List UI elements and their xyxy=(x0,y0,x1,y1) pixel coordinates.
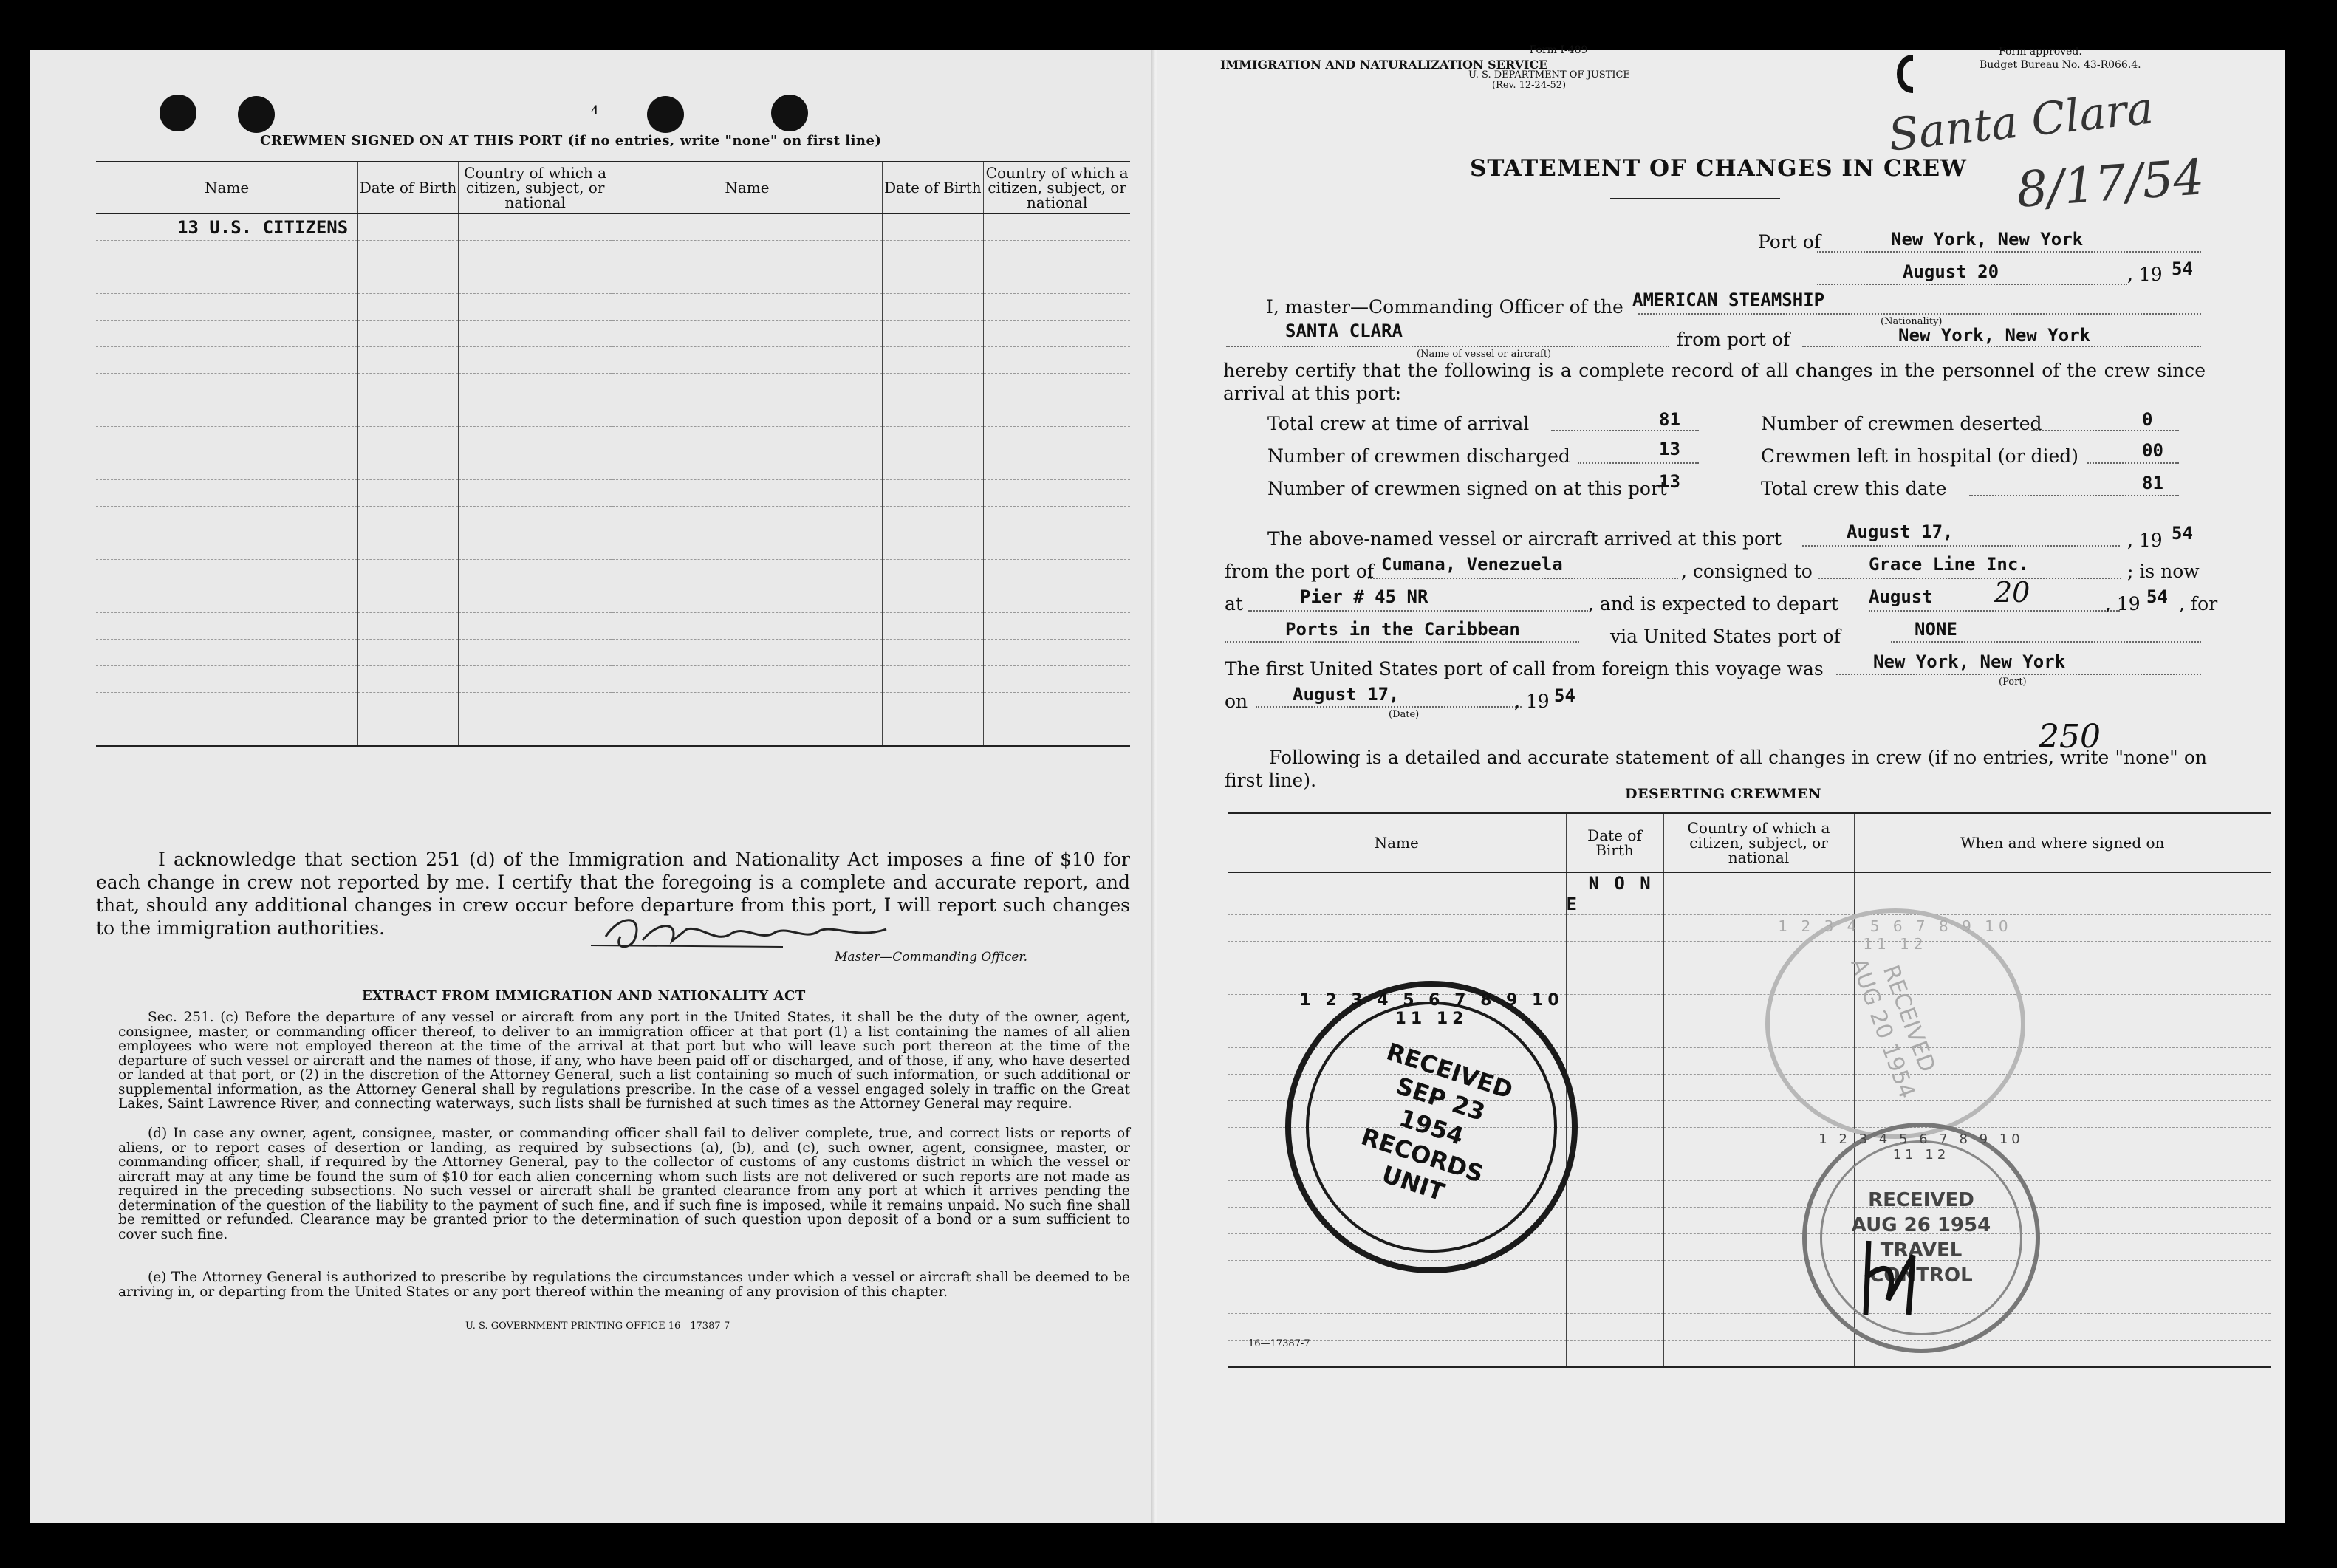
stat-label-total-arrival: Total crew at time of arrival xyxy=(1267,413,1530,434)
first-port-year-prefix: , 19 xyxy=(1514,691,1550,712)
stamp-text: RECEIVED AUG 26 1954 TRAVEL CONTROL xyxy=(1851,1189,1991,1287)
arrival-from-line xyxy=(1368,578,1678,579)
stat-value-signed-on: 13 xyxy=(1659,471,1680,492)
first-port: New York, New York xyxy=(1873,651,2066,672)
nationality-value: AMERICAN STEAMSHIP xyxy=(1632,290,1825,310)
arrived-year: 54 xyxy=(2172,523,2193,544)
consigned-label: , consigned to xyxy=(1681,561,1813,582)
col-country: Country of which a citizen, subject, or national xyxy=(1663,813,1854,872)
stamp-ring-numbers: 1 2 3 4 5 6 7 8 9 10 11 12 xyxy=(1818,1132,2024,1163)
stat-label-signed-on: Number of crewmen signed on at this port xyxy=(1267,478,1667,499)
depart-label: , and is expected to depart xyxy=(1588,593,1838,614)
port-of-value: New York, New York xyxy=(1891,229,2084,250)
stamp-ring-numbers: 1 2 3 4 5 6 7 8 9 10 11 12 xyxy=(1299,991,1564,1028)
stamp-text: RECEIVED SEP 23 1954 RECORDS UNIT xyxy=(1358,1037,1516,1207)
stamp-ring-numbers: 1 2 3 4 5 6 7 8 9 10 11 12 xyxy=(1778,917,2013,953)
received-stamp-records xyxy=(1285,981,1578,1273)
from-port-of-label: from the port of xyxy=(1225,561,1375,582)
first-port-date: August 17, xyxy=(1293,684,1400,705)
punch-hole xyxy=(160,95,196,131)
col-country: Country of which a citizen, subject, or national xyxy=(984,162,1130,213)
depart-date: August xyxy=(1869,586,1933,607)
nationality-caption: (Nationality) xyxy=(1881,316,1943,327)
form-approved: Form approved. xyxy=(1999,46,2082,58)
signed-on-table xyxy=(96,161,1130,747)
from-port-label: from port of xyxy=(1677,329,1790,350)
for-label: , for xyxy=(2179,593,2218,614)
consignee: Grace Line Inc. xyxy=(1869,554,2029,575)
master-signature xyxy=(591,907,901,956)
col-date-of-birth: Date of Birth xyxy=(882,162,984,213)
stat-leader xyxy=(2087,462,2179,464)
port-of-line xyxy=(1817,251,2201,253)
title-rule xyxy=(1610,198,1780,199)
from-port-line xyxy=(1802,346,2201,347)
first-port-label: The first United States port of call from foreign this voyage was xyxy=(1225,658,1824,679)
col-date-of-birth: Date of Birth xyxy=(358,162,459,213)
vessel-caption: (Name of vessel or aircraft) xyxy=(1417,349,1552,360)
at-label: at xyxy=(1225,593,1243,614)
stat-leader xyxy=(2031,430,2179,431)
nationality-line xyxy=(1638,313,2201,315)
col-country: Country of which a citizen, subject, or national xyxy=(458,162,612,213)
stat-label-deserted: Number of crewmen deserted xyxy=(1761,413,2042,434)
signature-caption: Master—Commanding Officer. xyxy=(835,950,1028,965)
depart-line xyxy=(1869,610,2120,612)
depart-year-prefix: , 19 xyxy=(2105,593,2141,614)
is-now-label: ; is now xyxy=(2127,561,2200,582)
first-port-date-line xyxy=(1256,706,1522,708)
department: U. S. DEPARTMENT OF JUSTICE xyxy=(1468,69,1630,81)
stat-label-hospital: Crewmen left in hospital (or died) xyxy=(1761,445,2079,467)
arrival-from: Cumana, Venezuela xyxy=(1381,554,1563,575)
punch-hole xyxy=(771,95,808,131)
sec-251c: Sec. 251. (c) Before the departure of any vessel or aircraft from any port in the United States, it shall be the duty of the owner, agent, consignee, master, or commanding officer thereof, to deliver to an immigration officer at that port (1) a list containing the names of all alien employees who were not employed thereon at the time of the arrival at that port but who will leave such port thereon at the time of the departure of such vessel or aircraft and the names of those, if any, who have been paid off or discharged, and of those, if any, who have deserted or landed at that port, or (2) in the discretion of the Attorney General, such a list containing so much of such information, or such additional or supplemental information, as the Attorney General shall by regulations prescribe. In the case of a vessel engaged solely in traffic on the Great Lakes, Saint Lawrence River, and connecting waterways, such lists shall be furnished at such times as the Attorney General may require. xyxy=(118,1010,1130,1112)
stamp-text: RECEIVED AUG 20 1954 xyxy=(1845,954,1940,1102)
deserting-entry: N O N E xyxy=(1566,873,1653,914)
agency: IMMIGRATION AND NATURALIZATION SERVICE xyxy=(1220,58,1548,72)
stat-value-total-date: 81 xyxy=(2142,473,2163,493)
port-of-label: Port of xyxy=(1758,231,1821,253)
stat-leader xyxy=(1969,495,2179,496)
first-entry: 13 U.S. CITIZENS xyxy=(177,216,349,238)
extract-title: EXTRACT FROM IMMIGRATION AND NATIONALITY ACT xyxy=(362,988,806,1004)
via-port: NONE xyxy=(1915,619,1957,640)
sec-251d: (d) In case any owner, agent, consignee, master, or commanding officer shall fail to deliver complete, true, and correct lists or reports of aliens, or to report cases of desertion or landing, as required by subsections (a), (b), and (c), such owner, agent, consignee, master, or commanding officer, shall, if required by the Attorney General, pay to the collector of customs of any customs district in which the vessel or aircraft may at any time be found the sum of $10 for each alien concerning whom such lists are not delivered or such reports are not made as required in the preceding subsections. No such vessel or aircraft shall be granted clearance from any port at which it arrives pending the determination of the question of the liability to the payment of such fine, and if such fine is imposed, while it remains unpaid. No such fine shall be remitted or refunded. Clearance may be granted prior to the determination of such question upon deposit of a bond or a sum sufficient to cover such fine. xyxy=(118,1126,1130,1242)
handwritten-number: 250 xyxy=(2039,718,2101,756)
pier-line xyxy=(1248,610,1588,612)
pier: Pier # 45 NR xyxy=(1300,586,1428,607)
on-label: on xyxy=(1225,691,1248,712)
received-stamp-faded xyxy=(1765,908,2025,1139)
col-name: Name xyxy=(96,162,358,213)
stat-leader xyxy=(1551,430,1699,431)
handwritten-date: 8/17/54 xyxy=(2014,148,2206,219)
stat-leader xyxy=(1578,462,1699,464)
stat-value-total-arrival: 81 xyxy=(1659,409,1680,430)
year-value: 54 xyxy=(2172,259,2193,279)
form-number: Form I-489 xyxy=(1529,44,1588,56)
left-page xyxy=(30,50,1155,1523)
col-when-where: When and where signed on xyxy=(1854,813,2271,872)
vessel-line xyxy=(1226,346,1669,347)
col-date-of-birth: Date of Birth xyxy=(1566,813,1663,872)
date-caption: (Date) xyxy=(1389,709,1420,720)
form-title: STATEMENT OF CHANGES IN CREW xyxy=(1470,155,1967,182)
stat-value-deserted: 0 xyxy=(2142,409,2153,430)
date-line xyxy=(1817,284,2127,285)
destination-line xyxy=(1225,641,1579,643)
punch-hole xyxy=(238,96,275,133)
year-prefix: , 19 xyxy=(2127,264,2163,285)
arrived-line xyxy=(1802,545,2120,547)
budget-bureau: Budget Bureau No. 43-R066.4. xyxy=(1980,59,2141,71)
handwritten-vessel: Santa Clara xyxy=(1886,82,2156,162)
date-value: August 20 xyxy=(1903,261,1999,282)
depart-day: 20 xyxy=(1994,576,2030,609)
col-name: Name xyxy=(612,162,882,213)
vessel-value: SANTA CLARA xyxy=(1285,321,1403,341)
form-footer: 16—17387-7 xyxy=(1248,1338,1310,1349)
consignee-line xyxy=(1818,578,2121,579)
following-text: Following is a detailed and accurate statement of all changes in crew (if no entries, write "none" on first line). xyxy=(1225,747,2207,791)
via-label: via United States port of xyxy=(1610,626,1841,647)
col-name: Name xyxy=(1228,813,1566,872)
punch-hole-outline xyxy=(1891,53,1913,90)
first-port-year: 54 xyxy=(1554,685,1575,706)
punch-hole xyxy=(647,96,684,133)
stat-label-discharged: Number of crewmen discharged xyxy=(1267,445,1570,467)
stat-value-hospital: 00 xyxy=(2142,440,2163,461)
via-line xyxy=(1891,641,2201,643)
inspector-initials xyxy=(1847,1233,1935,1322)
arrived-date: August 17, xyxy=(1847,521,1954,542)
sec-251e: (e) The Attorney General is authorized to prescribe by regulations the circumstances under which a vessel or aircraft shall be deemed to be arriving in, or departing from the United States or any port thereof within the meaning of any provision of this chapter. xyxy=(118,1270,1130,1300)
acknowledgement-text: I acknowledge that section 251 (d) of the Immigration and Nationality Act imposes a fine of $10 for each change in crew not reported by me. I certify that the foregoing is a complete and accurate report, and that, should any additional changes in crew occur before departure from this port, I will report such changes to the immigration authorities. xyxy=(96,849,1130,939)
page-number: 4 xyxy=(591,103,599,118)
arrived-year-prefix: , 19 xyxy=(2127,530,2163,551)
arrived-label: The above-named vessel or aircraft arrived at this port xyxy=(1267,528,1782,550)
stat-value-discharged: 13 xyxy=(1659,439,1680,459)
depart-year: 54 xyxy=(2146,586,2168,607)
from-port-value: New York, New York xyxy=(1898,325,2091,346)
master-label: I, master—Commanding Officer of the xyxy=(1266,296,1623,318)
printing-office-footer: U. S. GOVERNMENT PRINTING OFFICE 16—17387-7 xyxy=(465,1321,730,1332)
destination: Ports in the Caribbean xyxy=(1285,619,1520,640)
deserting-title: DESERTING CREWMEN xyxy=(1625,786,1821,802)
port-caption: (Port) xyxy=(1999,677,2027,688)
section-title: CREWMEN SIGNED ON AT THIS PORT (if no entries, write "none" on first line) xyxy=(260,133,882,148)
certify-text: hereby certify that the following is a complete record of all changes in the personnel of the crew since arrival at this port: xyxy=(1223,360,2206,404)
stat-label-total-date: Total crew this date xyxy=(1761,478,1947,499)
revision: (Rev. 12-24-52) xyxy=(1492,80,1567,91)
first-port-line xyxy=(1836,674,2201,675)
